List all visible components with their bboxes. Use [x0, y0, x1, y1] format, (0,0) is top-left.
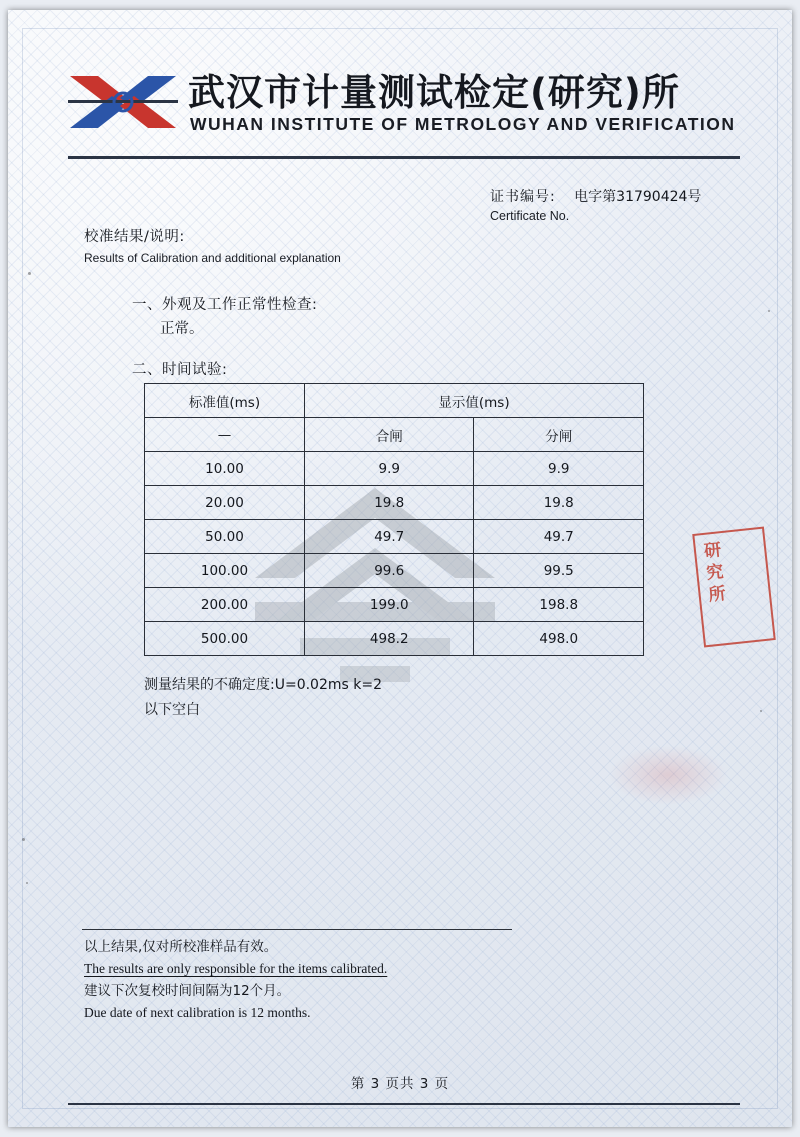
- scan-speck: [22, 838, 25, 841]
- cell-close: 9.9: [304, 452, 474, 486]
- section-1-body: 正常。: [160, 321, 204, 337]
- seal-text: 研究所: [703, 540, 728, 606]
- document-header: [68, 62, 740, 154]
- blank-below-note: 以下空白: [144, 702, 200, 718]
- seal-ink-smear: [608, 745, 728, 805]
- cell-close: 49.7: [304, 520, 474, 554]
- uncertainty-note: 测量结果的不确定度:U=0.02ms k=2: [144, 677, 382, 693]
- scan-speck: [28, 272, 31, 275]
- table-row: [145, 554, 644, 588]
- cell-open: 49.7: [474, 520, 644, 554]
- footer-divider: [82, 929, 512, 930]
- table-subheader-close: 合闸: [304, 418, 474, 452]
- cell-close: 99.6: [304, 554, 474, 588]
- results-heading-block: [84, 225, 341, 265]
- results-heading-cn: 校准结果/说明:: [84, 229, 185, 245]
- footer-line-2: The results are only responsible for the items calibrated.: [84, 961, 388, 976]
- footer-line-3: 建议下次复校时间间隔为12个月。: [84, 983, 291, 999]
- scan-speck: [760, 710, 762, 712]
- cell-standard: 100.00: [145, 554, 305, 588]
- table-subheader-row: [145, 418, 644, 452]
- cell-standard: 500.00: [145, 622, 305, 656]
- footer-line-4: Due date of next calibration is 12 months.: [84, 1005, 311, 1020]
- cell-standard: 50.00: [145, 520, 305, 554]
- time-test-table: [144, 383, 644, 656]
- certificate-content: [8, 10, 792, 1127]
- table-row: [145, 452, 644, 486]
- table-row: [145, 588, 644, 622]
- institute-title-cn: 武汉市计量测试检定(研究)所: [188, 71, 680, 114]
- table-row: [145, 486, 644, 520]
- scan-speck: [768, 310, 770, 312]
- certificate-number-label: 证书编号:: [490, 189, 556, 205]
- table-header-row: [145, 384, 644, 418]
- institute-title-en: WUHAN INSTITUTE OF METROLOGY AND VERIFICATION: [190, 114, 736, 134]
- cell-close: 199.0: [304, 588, 474, 622]
- document-footer: [84, 936, 684, 1024]
- section-1-title: 一、外观及工作正常性检查:: [132, 297, 318, 313]
- cell-close: 498.2: [304, 622, 474, 656]
- header-divider: [68, 156, 740, 159]
- cell-open: 9.9: [474, 452, 644, 486]
- table-row: [145, 622, 644, 656]
- cell-standard: 10.00: [145, 452, 305, 486]
- cell-open: 498.0: [474, 622, 644, 656]
- cell-close: 19.8: [304, 486, 474, 520]
- certificate-number-label-en: Certificate No.: [490, 209, 570, 223]
- certificate-paper: [8, 10, 792, 1127]
- cell-open: 99.5: [474, 554, 644, 588]
- table-header-standard: 标准值(ms): [145, 384, 305, 418]
- page-number: 第 3 页共 3 页: [350, 1076, 450, 1092]
- cell-standard: 20.00: [145, 486, 305, 520]
- certificate-number-value: 电字第31790424号: [574, 189, 702, 205]
- section-2-title: 二、时间试验:: [132, 362, 228, 378]
- table-subheader-dash: —: [145, 418, 305, 452]
- scan-speck: [26, 882, 28, 884]
- table-header-display: 显示值(ms): [304, 384, 643, 418]
- results-heading-en: Results of Calibration and additional explanation: [84, 251, 341, 265]
- cell-open: 198.8: [474, 588, 644, 622]
- table-subheader-open: 分闸: [474, 418, 644, 452]
- cell-open: 19.8: [474, 486, 644, 520]
- footer-line-1: 以上结果,仅对所校准样品有效。: [84, 939, 278, 955]
- cell-standard: 200.00: [145, 588, 305, 622]
- red-seal-stamp: [692, 527, 776, 648]
- institute-logo-icon: [68, 70, 178, 136]
- time-test-table-wrap: [144, 383, 644, 656]
- certificate-number-block: [490, 186, 750, 223]
- table-row: [145, 520, 644, 554]
- bottom-divider: [68, 1103, 740, 1105]
